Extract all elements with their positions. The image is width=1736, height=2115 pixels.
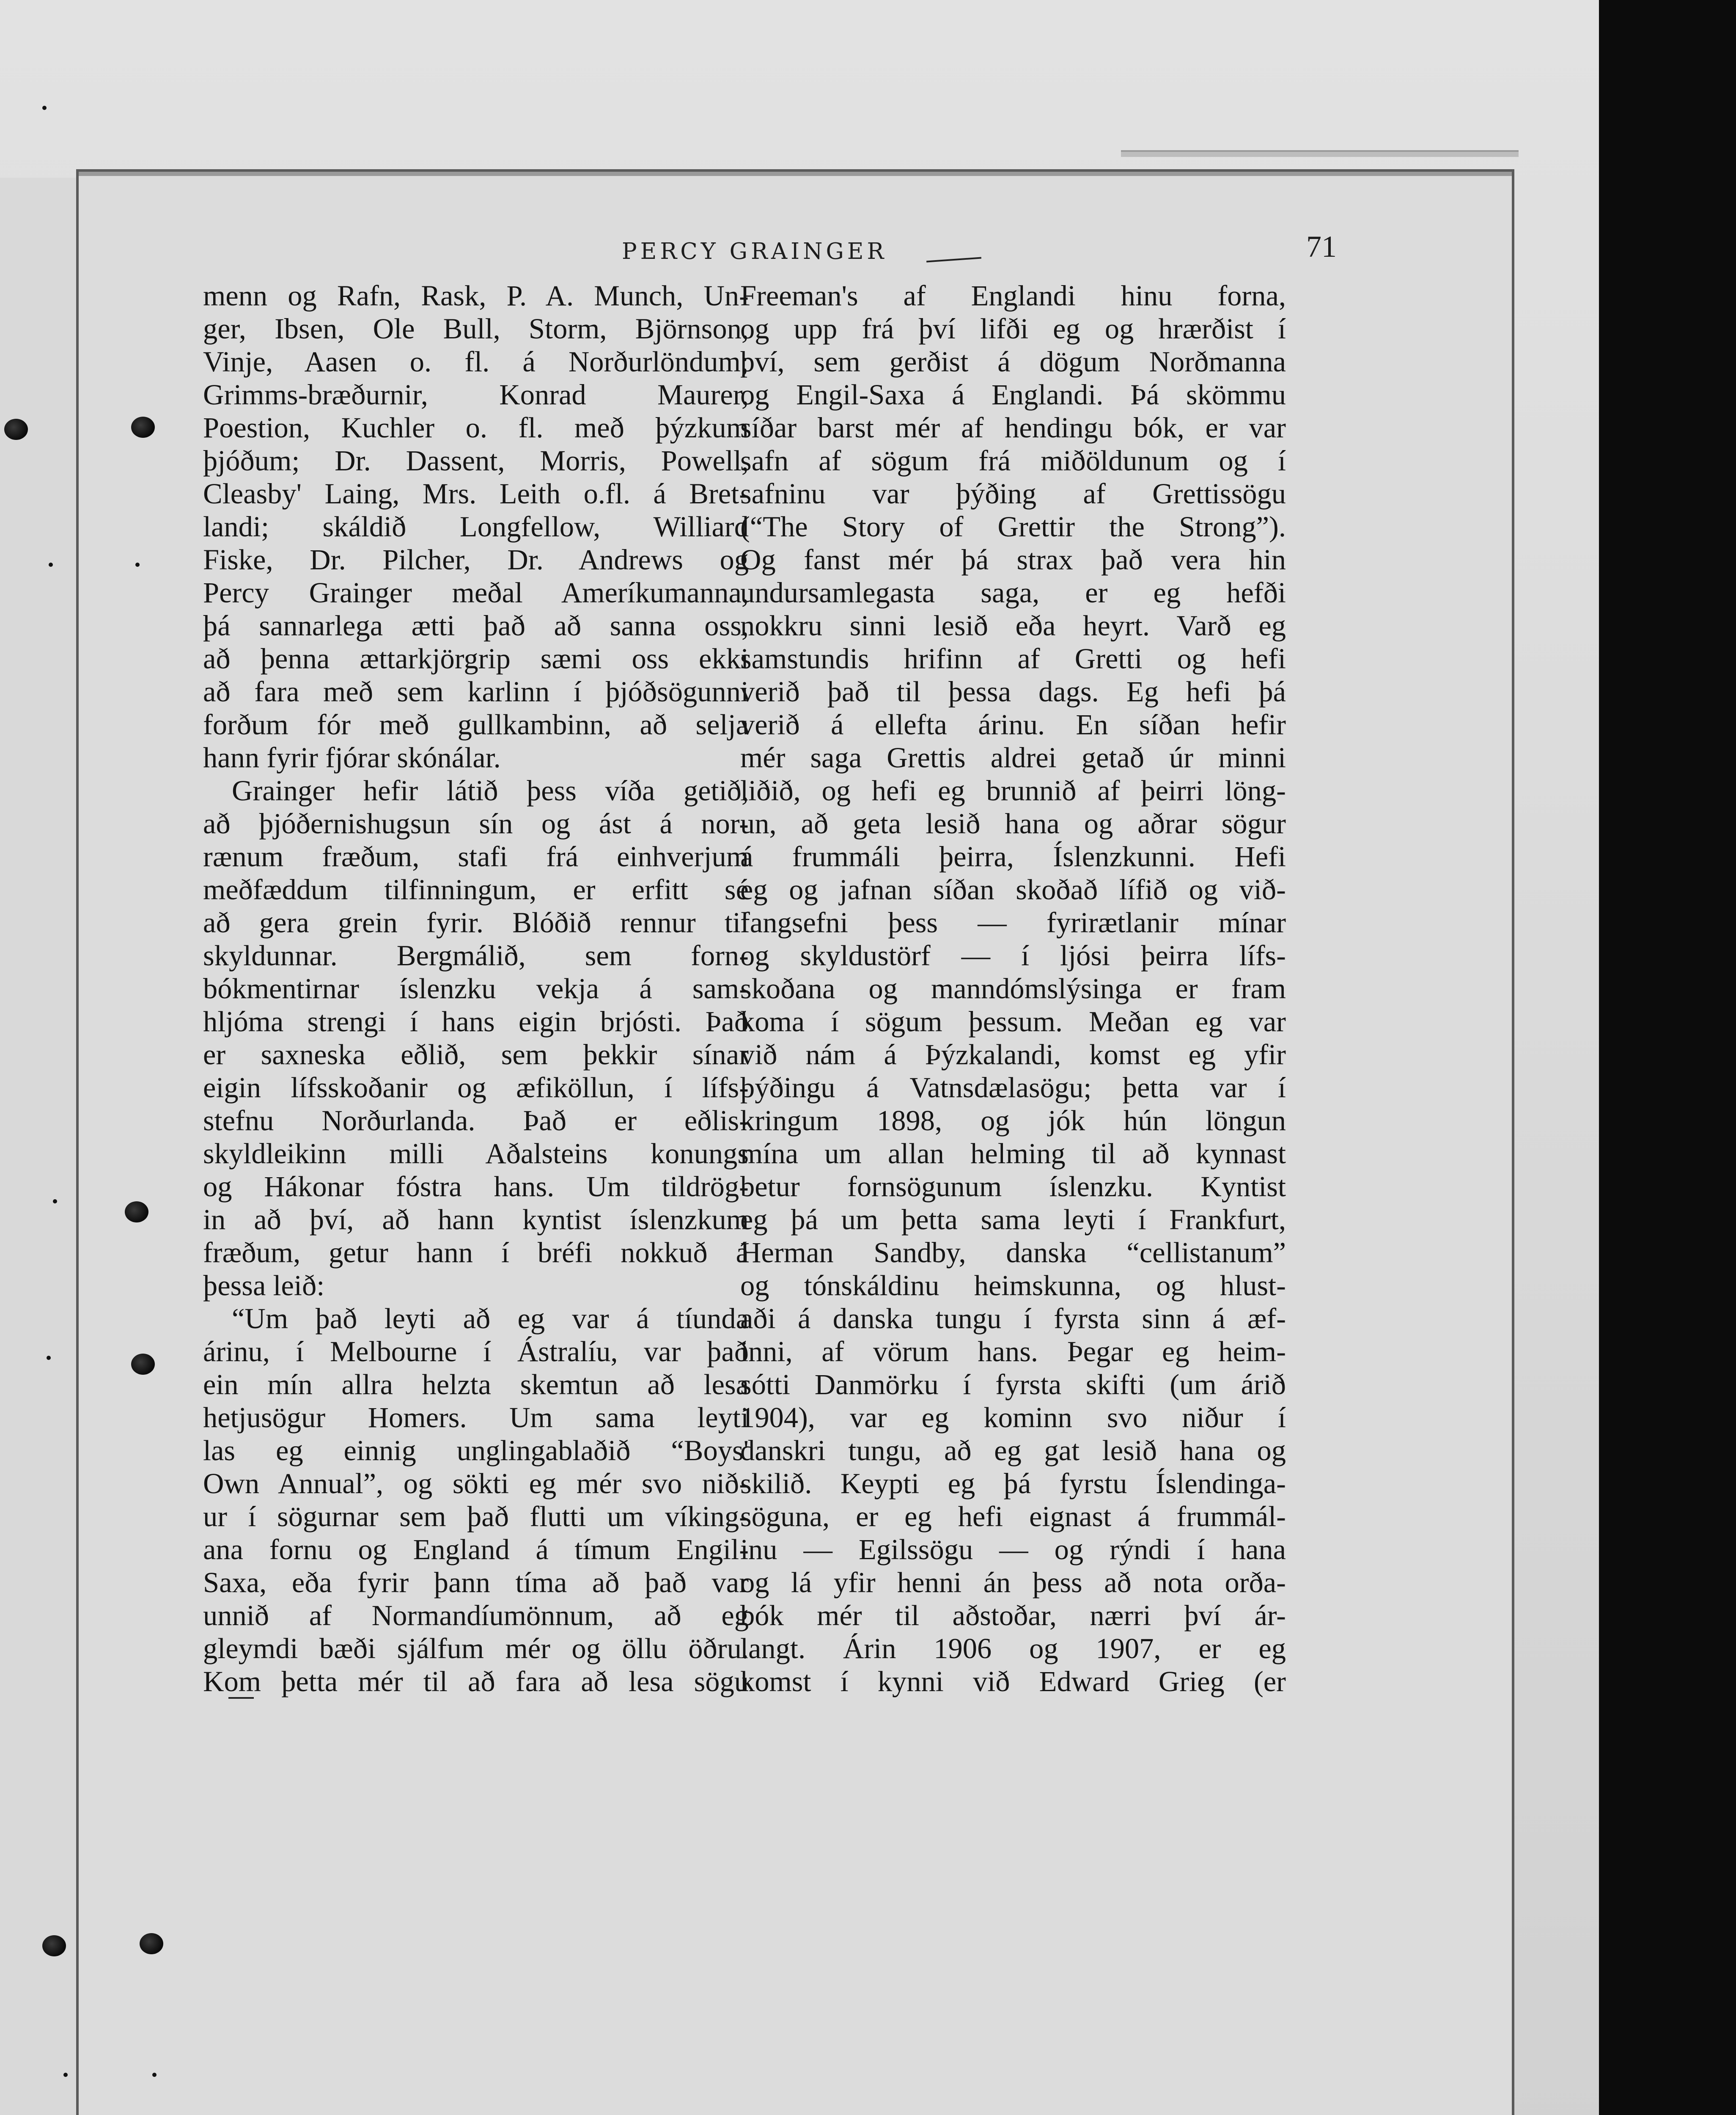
- text-line: “Um það leyti að eg var á tíunda: [232, 1302, 749, 1335]
- text-line: mér saga Grettis aldrei getað úr minni: [740, 742, 1286, 774]
- text-line: Saxa, eða fyrir þann tíma að það var: [203, 1566, 749, 1599]
- text-line: skyldunnar. Bergmálið, sem forn-: [203, 939, 749, 972]
- text-line: safn af sögum frá miðöldunum og í: [740, 445, 1286, 477]
- text-line: mína um allan helming til að kynnast: [740, 1137, 1286, 1170]
- text-line: söguna, er eg hefi eignast á frummál-: [740, 1500, 1286, 1533]
- text-line: fræðum, getur hann í bréfi nokkuð á: [203, 1236, 749, 1269]
- text-line: skyldleikinn milli Aðalsteins konungs: [203, 1137, 749, 1170]
- text-line: og lá yfir henni án þess að nota orða-: [740, 1566, 1286, 1599]
- text-line: og upp frá því lifði eg og hrærðist í: [740, 313, 1286, 345]
- text-line: Grainger hefir látið þess víða getið,: [232, 775, 749, 807]
- text-line: kringum 1898, og jók hún löngun: [740, 1104, 1286, 1137]
- text-line: sótti Danmörku í fyrsta skifti (um árið: [740, 1368, 1286, 1401]
- text-line: Grimms-bræðurnir, Konrad Maurer,: [203, 379, 749, 411]
- running-head: PERCY GRAINGER: [622, 239, 887, 264]
- text-line: 1904), var eg kominn svo niður í: [740, 1401, 1286, 1434]
- text-line: Kom þetta mér til að fara að lesa sögu: [203, 1665, 749, 1697]
- text-line: langt. Árin 1906 og 1907, er eg: [740, 1632, 1286, 1665]
- text-line: Og fanst mér þá strax það vera hin: [740, 544, 1286, 576]
- text-line: að þenna ættarkjörgrip sæmi oss ekki: [203, 643, 749, 675]
- text-line: Freeman's af Englandi hinu forna,: [740, 280, 1286, 312]
- text-line: las eg einnig unglingablaðið “Boys': [203, 1434, 749, 1467]
- text-line: eg og jafnan síðan skoðað lífið og við-: [740, 873, 1286, 906]
- text-line: ein mín allra helzta skemtun að lesa: [203, 1368, 749, 1401]
- film-speck: [47, 1356, 51, 1360]
- text-line: að þjóðernishugsun sín og ást á nor-: [203, 808, 749, 840]
- text-line: (“The Story of Grettir the Strong”).: [740, 511, 1286, 543]
- page-number: 71: [1306, 230, 1337, 264]
- text-line: safninu var þýðing af Grettissögu: [740, 478, 1286, 510]
- text-line: unnið af Normandíumönnum, að eg: [203, 1599, 749, 1632]
- film-speck: [152, 2073, 157, 2077]
- text-line: eigin lífsskoðanir og æfiköllun, í lífs-: [203, 1071, 749, 1104]
- text-line: við nám á Þýzkalandi, komst eg yfir: [740, 1038, 1286, 1071]
- text-line: er saxneska eðlið, sem þekkir sínar: [203, 1038, 749, 1071]
- text-line: og Engil-Saxa á Englandi. Þá skömmu: [740, 379, 1286, 411]
- text-line: og skyldustörf — í ljósi þeirra lífs-: [740, 939, 1286, 972]
- text-line: meðfæddum tilfinningum, er erfitt sé: [203, 873, 749, 906]
- text-line: hetjusögur Homers. Um sama leyti: [203, 1401, 749, 1434]
- text-line: því, sem gerðist á dögum Norðmanna: [740, 346, 1286, 378]
- text-line: forðum fór með gullkambinn, að selja: [203, 709, 749, 741]
- film-speck: [42, 106, 47, 110]
- text-line: koma í sögum þessum. Meðan eg var: [740, 1005, 1286, 1038]
- text-line: inu — Egilssögu — og rýndi í hana: [740, 1533, 1286, 1566]
- text-line: liðið, og hefi eg brunnið af þeirri löng-: [740, 775, 1286, 807]
- text-line: Herman Sandby, danska “cellistanum”: [740, 1236, 1286, 1269]
- text-line: Poestion, Kuchler o. fl. með þýzkum: [203, 412, 749, 444]
- text-line: eg þá um þetta sama leyti í Frankfurt,: [740, 1203, 1286, 1236]
- text-line: Fiske, Dr. Pilcher, Dr. Andrews og: [203, 544, 749, 576]
- text-line: hljóma strengi í hans eigin brjósti. Það: [203, 1005, 749, 1038]
- text-line: inni, af vörum hans. Þegar eg heim-: [740, 1335, 1286, 1368]
- text-line: rænum fræðum, stafi frá einhverjum: [203, 841, 749, 873]
- binder-hole: [4, 419, 28, 440]
- text-column-left: [203, 279, 749, 1698]
- text-line: þjóðum; Dr. Dassent, Morris, Powell,: [203, 445, 749, 477]
- binder-hole: [140, 1933, 163, 1954]
- text-line: un, að geta lesið hana og aðrar sögur: [740, 808, 1286, 840]
- film-speck: [135, 563, 140, 567]
- text-line: samstundis hrifinn af Gretti og hefi: [740, 643, 1286, 675]
- text-line: landi; skáldið Longfellow, Williard: [203, 511, 749, 543]
- text-line: Percy Grainger meðal Ameríkumanna,: [203, 577, 749, 609]
- text-line: danskri tungu, að eg gat lesið hana og: [740, 1434, 1286, 1467]
- text-line: síðar barst mér af hendingu bók, er var: [740, 412, 1286, 444]
- text-line: verið á ellefta árinu. En síðan hefir: [740, 709, 1286, 741]
- page-stack-edge: [1121, 150, 1519, 157]
- text-line: árinu, í Melbourne í Ástralíu, var það: [203, 1335, 749, 1368]
- binder-hole: [125, 1201, 148, 1222]
- text-line: verið það til þessa dags. Eg hefi þá: [740, 676, 1286, 708]
- text-line: að gera grein fyrir. Blóðið rennur til: [203, 906, 749, 939]
- text-line: menn og Rafn, Rask, P. A. Munch, Un-: [203, 280, 749, 312]
- text-line: Cleasby' Laing, Mrs. Leith o.fl. á Bret-: [203, 478, 749, 510]
- text-line: á frummáli þeirra, Íslenzkunni. Hefi: [740, 841, 1286, 873]
- binder-hole: [131, 417, 155, 438]
- text-line: undursamlegasta saga, er eg hefði: [740, 577, 1286, 609]
- text-line: skoðana og manndómslýsinga er fram: [740, 972, 1286, 1005]
- text-line: og Hákonar fóstra hans. Um tildrög-: [203, 1170, 749, 1203]
- text-line: gleymdi bæði sjálfum mér og öllu öðru.: [203, 1632, 749, 1665]
- text-line: in að því, að hann kyntist íslenzkum: [203, 1203, 749, 1236]
- text-line: ur í sögurnar sem það flutti um víking-: [203, 1500, 749, 1533]
- film-speck: [49, 563, 53, 567]
- text-line: þessa leið:: [203, 1269, 325, 1302]
- text-column-right: [740, 279, 1286, 1698]
- facing-page-edge: [0, 178, 79, 2115]
- film-speck: [63, 2073, 68, 2077]
- text-line: aði á danska tungu í fyrsta sinn á æf-: [740, 1302, 1286, 1335]
- film-speck: [53, 1199, 57, 1203]
- text-line: bókmentirnar íslenzku vekja á sam-: [203, 972, 749, 1005]
- text-line: Vinje, Aasen o. fl. á Norðurlöndum;: [203, 346, 749, 378]
- text-line: skilið. Keypti eg þá fyrstu Íslendinga-: [740, 1467, 1286, 1500]
- text-line: þá sannarlega ætti það að sanna oss,: [203, 610, 749, 642]
- text-line: að fara með sem karlinn í þjóðsögunni: [203, 676, 749, 708]
- text-line: hann fyrir fjórar skónálar.: [203, 742, 501, 774]
- text-line: ger, Ibsen, Ole Bull, Storm, Björnson,: [203, 313, 749, 345]
- text-line: nokkru sinni lesið eða heyrt. Varð eg: [740, 610, 1286, 642]
- page-header: [76, 222, 1337, 264]
- text-line: Own Annual”, og sökti eg mér svo nið-: [203, 1467, 749, 1500]
- text-line: betur fornsögunum íslenzku. Kyntist: [740, 1170, 1286, 1203]
- text-line: fangsefni þess — fyrirætlanir mínar: [740, 906, 1286, 939]
- text-line: bók mér til aðstoðar, nærri því ár-: [740, 1599, 1286, 1632]
- binder-hole: [131, 1354, 155, 1375]
- text-line: stefnu Norðurlanda. Það er eðlis-: [203, 1104, 749, 1137]
- binder-hole: [42, 1935, 66, 1956]
- text-line: og tónskáldinu heimskunna, og hlust-: [740, 1269, 1286, 1302]
- text-line: þýðingu á Vatnsdælasögu; þetta var í: [740, 1071, 1286, 1104]
- text-line: ana fornu og England á tímum Engil-: [203, 1533, 749, 1566]
- text-line: komst í kynni við Edward Grieg (er: [740, 1665, 1286, 1697]
